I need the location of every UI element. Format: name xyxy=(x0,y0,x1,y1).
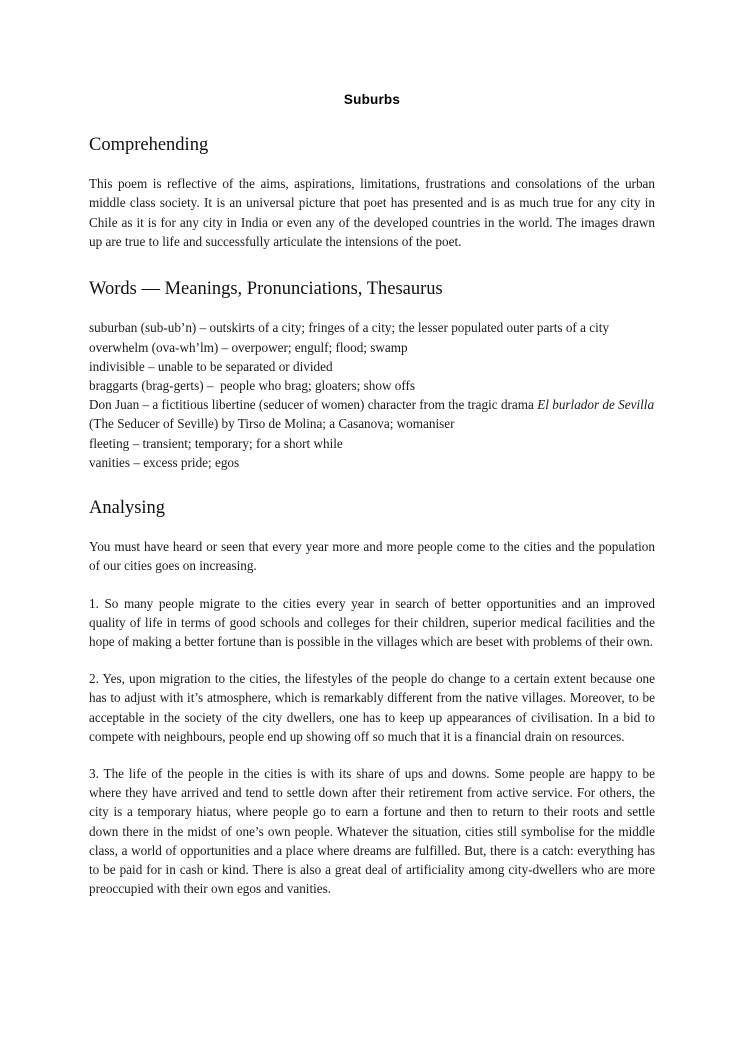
comprehending-paragraph: This poem is reflective of the aims, aspirations, limitations, frustrations and consolations of the urban middle class society. It is an universal picture that poet has presented and is as much true for any city in Chile as it is for any city in India or even any of the developed countries in the world. The images drawn up are true to life and successfully articulate the intensions of the poet. xyxy=(89,176,655,249)
analysing-answer-3: 3. The life of the people in the cities is with its share of ups and downs. Some people are happy to be where they have arrived and tend to settle down after their retirement from active service. For others, the city is a temporary hiatus, where people go to earn a fortune and then to return to their roots and settle down there in the midst of one’s own people. Whatever the situation, cities still symbolise for the middle class, a world of opportunities and a place where dreams are fulfilled. But, there is a catch: everything has to be paid for in cash or kind. There is also a great deal of artificiality among city-dwellers who are more preoccupied with their own egos and vanities. xyxy=(89,766,655,897)
analysing-answer-1: 1. So many people migrate to the cities every year in search of better opportunities and an improved quality of life in terms of good schools and colleges for their children, superior medical facilities and the hope of making a better fortune than is possible in the villages which are beset with problems of their own. xyxy=(89,595,655,650)
glossary-entry: vanities – excess pride; egos xyxy=(89,454,240,470)
glossary-entry-suffix: (The Seducer of Seville) by Tirso de Molina; a Casanova; womaniser xyxy=(89,397,658,432)
section-heading-analysing: Analysing xyxy=(89,497,166,518)
section-heading-words: Words — Meanings, Pronunciations, Thesaurus xyxy=(89,279,443,300)
glossary-entry: indivisible – unable to be separated or divided xyxy=(89,358,333,374)
analysing-intro-paragraph: You must have heard or seen that every year more and more people come to the cities and the population of our cities goes on increasing. xyxy=(89,539,655,574)
glossary-entry: fleeting – transient; temporary; for a short while xyxy=(89,435,343,451)
document-page xyxy=(89,0,658,898)
glossary-entry-prefix: Don Juan – a fictitious libertine (seducer of women) character from the tragic drama xyxy=(89,397,538,413)
section-heading-comprehending: Comprehending xyxy=(89,135,209,155)
glossary-entry: suburban (sub-ub’n) – outskirts of a city; fringes of a city; the lesser populated outer parts of a city xyxy=(89,320,610,336)
glossary-entry: braggarts (brag-gerts) – people who brag; gloaters; show offs xyxy=(89,377,416,393)
glossary-entry-don-juan xyxy=(89,395,658,433)
page-title: Suburbs xyxy=(343,92,401,107)
glossary-entry-title-italic: El burlador de Sevilla xyxy=(537,397,655,413)
glossary-entry: overwhelm (ova-wh’lm) – overpower; engulf; flood; swamp xyxy=(89,339,408,355)
glossary-list xyxy=(89,300,658,472)
analysing-answer-2: 2. Yes, upon migration to the cities, the lifestyles of the people do change to a certain extent because one has to adjust with it’s atmosphere, which is remarkably different from the native villages. Moreover, to be acceptable in the society of the city dwellers, one has to keep up appearances of civilisation. In a bid to compete with neighbours, people end up showing off so much that it is a financial drain on resources. xyxy=(89,671,655,744)
